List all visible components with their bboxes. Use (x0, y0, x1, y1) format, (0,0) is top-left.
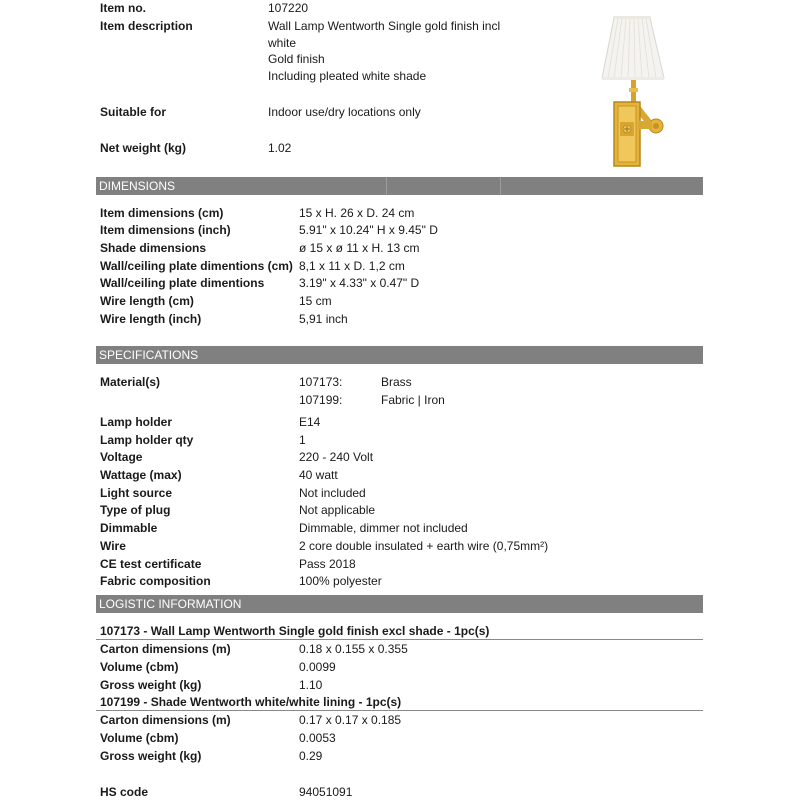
logistic-header (96, 595, 703, 613)
dimensions-title: DIMENSIONS (99, 179, 176, 193)
dimensions-header (96, 177, 703, 195)
dimension-value: 8,1 x 11 x D. 1,2 cm (299, 259, 405, 273)
logistic-value: 0.0099 (299, 660, 336, 674)
logistic-value: 0.0053 (299, 731, 336, 745)
dimension-value: ø 15 x ø 11 x H. 13 cm (299, 241, 420, 255)
item-description-line: white (268, 36, 297, 50)
dimension-label: Wall/ceiling plate dimentions (cm) (100, 259, 293, 273)
logistic-value: 0.18 x 0.155 x 0.355 (299, 642, 408, 656)
logistic-title: LOGISTIC INFORMATION (99, 597, 242, 611)
spec-value: Not included (299, 486, 366, 500)
dimension-label: Item dimensions (inch) (100, 223, 231, 237)
logistic-label: Gross weight (kg) (100, 749, 202, 763)
logistic-value: 0.29 (299, 749, 323, 763)
dimension-value: 15 cm (299, 294, 332, 308)
logistic-value: 0.17 x 0.17 x 0.185 (299, 713, 402, 727)
spec-value: E14 (299, 415, 321, 429)
item-description-label: Item description (100, 19, 193, 33)
specifications-title: SPECIFICATIONS (99, 348, 199, 362)
dimension-label: Item dimensions (cm) (100, 206, 224, 220)
divider (96, 710, 703, 711)
item-no-value: 107220 (268, 1, 309, 15)
item-no-label: Item no. (100, 1, 147, 15)
logistic-label: Volume (cbm) (100, 660, 179, 674)
material-value: Fabric | Iron (381, 393, 445, 407)
dimension-label: Wall/ceiling plate dimentions (100, 276, 265, 290)
dimension-value: 5,91 inch (299, 312, 348, 326)
logistic-label: Volume (cbm) (100, 731, 179, 745)
spec-label: Type of plug (100, 503, 171, 517)
logistic-label: Carton dimensions (m) (100, 642, 231, 656)
dimension-value: 3.19" x 4.33" x 0.47" D (299, 276, 420, 290)
material-code: 107173: (299, 375, 343, 389)
dimension-value: 5.91" x 10.24" H x 9.45" D (299, 223, 438, 237)
item-description-line: Wall Lamp Wentworth Single gold finish incl (268, 19, 501, 33)
spec-label: Wire (100, 539, 126, 553)
logistic-group-heading: 107173 - Wall Lamp Wentworth Single gold finish excl shade - 1pc(s) (100, 624, 490, 638)
net-weight-value: 1.02 (268, 141, 292, 155)
dimension-label: Shade dimensions (100, 241, 207, 255)
net-weight-label: Net weight (kg) (100, 141, 186, 155)
hs-code-value: 94051091 (299, 785, 353, 799)
specifications-header (96, 346, 703, 364)
spec-label: Light source (100, 486, 173, 500)
spec-label: Lamp holder qty (100, 433, 194, 447)
logistic-value: 1.10 (299, 678, 323, 692)
suitable-for-label: Suitable for (100, 105, 167, 119)
item-description-line: Gold finish (268, 52, 325, 66)
spec-value: Not applicable (299, 503, 376, 517)
spec-value: Dimmable, dimmer not included (299, 521, 468, 535)
spec-value: 1 (299, 433, 306, 447)
spec-label: Dimmable (100, 521, 158, 535)
dimension-value: 15 x H. 26 x D. 24 cm (299, 206, 415, 220)
logistic-label: Gross weight (kg) (100, 678, 202, 692)
divider (96, 639, 703, 640)
spec-value: 220 - 240 Volt (299, 450, 374, 464)
logistic-label: Carton dimensions (m) (100, 713, 231, 727)
spec-value: Pass 2018 (299, 557, 356, 571)
spec-label: Voltage (100, 450, 143, 464)
dimension-label: Wire length (inch) (100, 312, 202, 326)
spec-label: CE test certificate (100, 557, 202, 571)
hs-code-label: HS code (100, 785, 149, 799)
spec-label: Wattage (max) (100, 468, 182, 482)
material-value: Brass (381, 375, 412, 389)
material-code: 107199: (299, 393, 343, 407)
spec-value: 2 core double insulated + earth wire (0,75mm²) (299, 539, 549, 553)
dimension-label: Wire length (cm) (100, 294, 194, 308)
spec-value: 40 watt (299, 468, 338, 482)
suitable-for-value: Indoor use/dry locations only (268, 105, 421, 119)
spec-label: Fabric composition (100, 574, 211, 588)
spec-label: Lamp holder (100, 415, 173, 429)
logistic-group-heading: 107199 - Shade Wentworth white/white lining - 1pc(s) (100, 695, 402, 709)
item-description-line: Including pleated white shade (268, 69, 427, 83)
material-label: Material(s) (100, 375, 161, 389)
wall-lamp-image (600, 8, 680, 168)
spec-value: 100% polyester (299, 574, 382, 588)
